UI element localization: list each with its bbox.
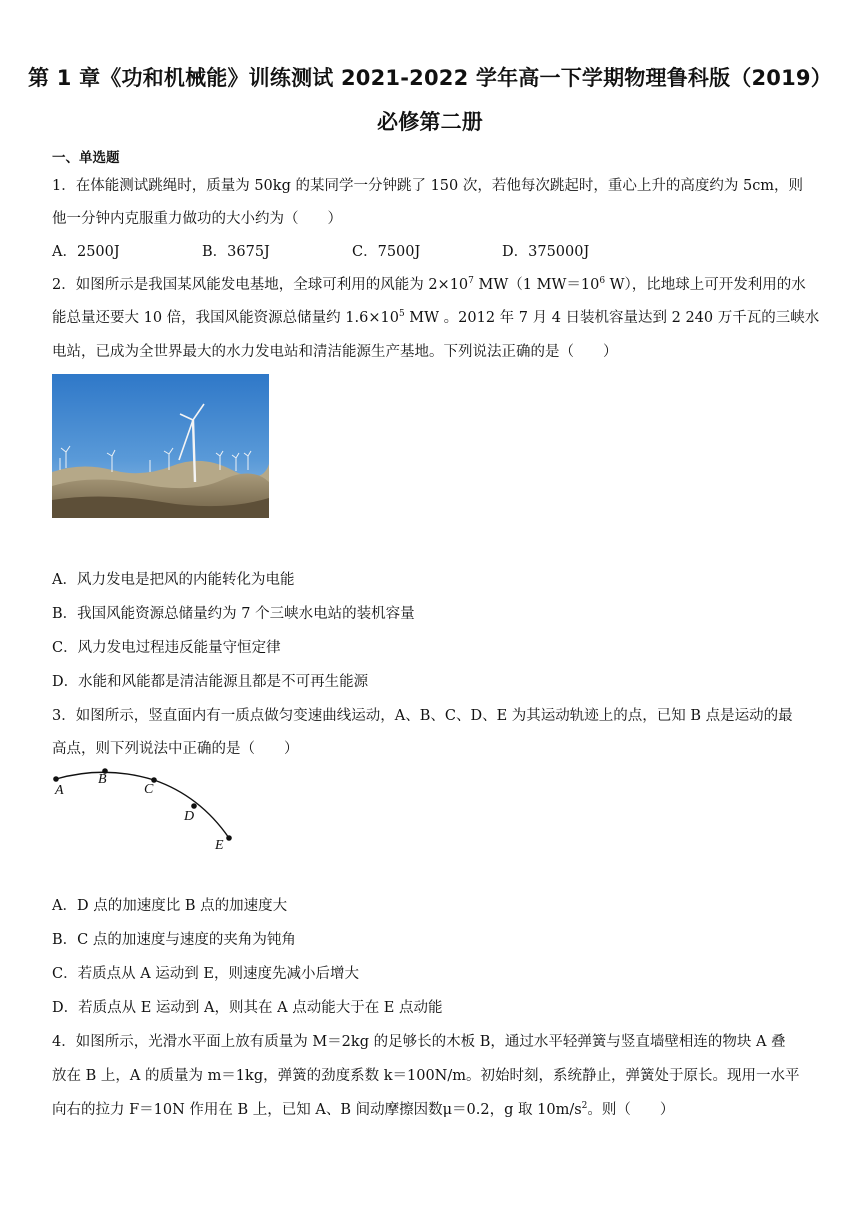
q2-option-a: A．风力发电是把风的内能转化为电能	[52, 572, 295, 588]
q2-text-line1: 2．如图所示是我国某风能发电基地，全球可利用的风能为 $2\times 10^7$ MW（1 $MW=10^6$ W），比地球上可开发利用的水	[52, 276, 806, 293]
document-title-line1: 第 1 章《功和机械能》训练测试 2021-2022 学年高一下学期物理鲁科版（2019）	[28, 66, 832, 90]
q2-option-d: D．水能和风能都是清洁能源且都是不可再生能源	[52, 674, 369, 690]
section-heading: 一、单选题	[52, 150, 120, 166]
q3-text-line2: 高点，则下列说法中正确的是（ ）	[52, 741, 299, 757]
trajectory-curve	[56, 772, 229, 838]
q1-option-a: A．2500J	[52, 244, 120, 260]
q2-text-line2: 能总量还要大 10 倍，我国风能资源总储量约 $1.6\times 10^5$ MW 。2012 年 7 月 4 日装机容量达到 2 240 万千瓦的三峡水	[52, 309, 820, 326]
q1-text-line1: 1．在体能测试跳绳时，质量为 50kg 的某同学一分钟跳了 150 次，若他每次跳起时，重心上升的高度约为 5cm，则	[52, 178, 804, 194]
q3-text-line1: 3．如图所示，竖直面内有一质点做匀变速曲线运动，A、B、C、D、E 为其运动轨迹上的点，已知 B 点是运动的最	[52, 708, 793, 724]
point-a-label: A	[55, 783, 64, 798]
point-c-label: C	[144, 782, 154, 797]
q4-text-line3: 向右的拉力 F＝10N 作用在 B 上，已知 A、B 间动摩擦因数μ＝0.2，g 取 $10m/s^2$。则（ ）	[52, 1101, 675, 1118]
point-e-dot	[226, 835, 232, 841]
q1-text-line2: 他一分钟内克服重力做功的大小约为（ ）	[52, 211, 342, 227]
q3-option-c: C．若质点从 A 运动到 E，则速度先减小后增大	[52, 966, 359, 982]
q2-text-line3: 电站，已成为全世界最大的水力发电站和清洁能源生产基地。下列说法正确的是（ ）	[52, 344, 618, 360]
q3-option-b: B．C 点的加速度与速度的夹角为钝角	[52, 932, 296, 948]
q4-text-line2: 放在 B 上，A 的质量为 m＝1kg，弹簧的劲度系数 k＝100N/m。初始时刻，系统静止，弹簧处于原长。现用一水平	[52, 1068, 800, 1084]
q2-option-b: B．我国风能资源总储量约为 7 个三峡水电站的装机容量	[52, 606, 415, 622]
point-e-label: E	[215, 838, 224, 853]
q1-option-c: C．7500J	[352, 244, 421, 260]
q3-option-d: D．若质点从 E 运动到 A，则其在 A 点动能大于在 E 点动能	[52, 1000, 443, 1016]
q3-option-a: A．D 点的加速度比 B 点的加速度大	[52, 898, 288, 914]
document-title-line2: 必修第二册	[377, 110, 483, 134]
trajectory-diagram	[50, 760, 250, 855]
q1-option-d: D．375000J	[502, 244, 590, 260]
point-d-label: D	[184, 809, 195, 824]
wind-farm-photo	[52, 374, 269, 518]
point-b-label: B	[98, 772, 107, 787]
q4-text-line1: 4．如图所示，光滑水平面上放有质量为 M＝2kg 的足够长的木板 B，通过水平轻弹簧与竖直墙壁相连的物块 A 叠	[52, 1034, 786, 1050]
point-a-dot	[53, 776, 59, 782]
q1-option-b: B．3675J	[202, 244, 270, 260]
q2-option-c: C．风力发电过程违反能量守恒定律	[52, 640, 281, 656]
point-d-dot	[191, 803, 197, 809]
